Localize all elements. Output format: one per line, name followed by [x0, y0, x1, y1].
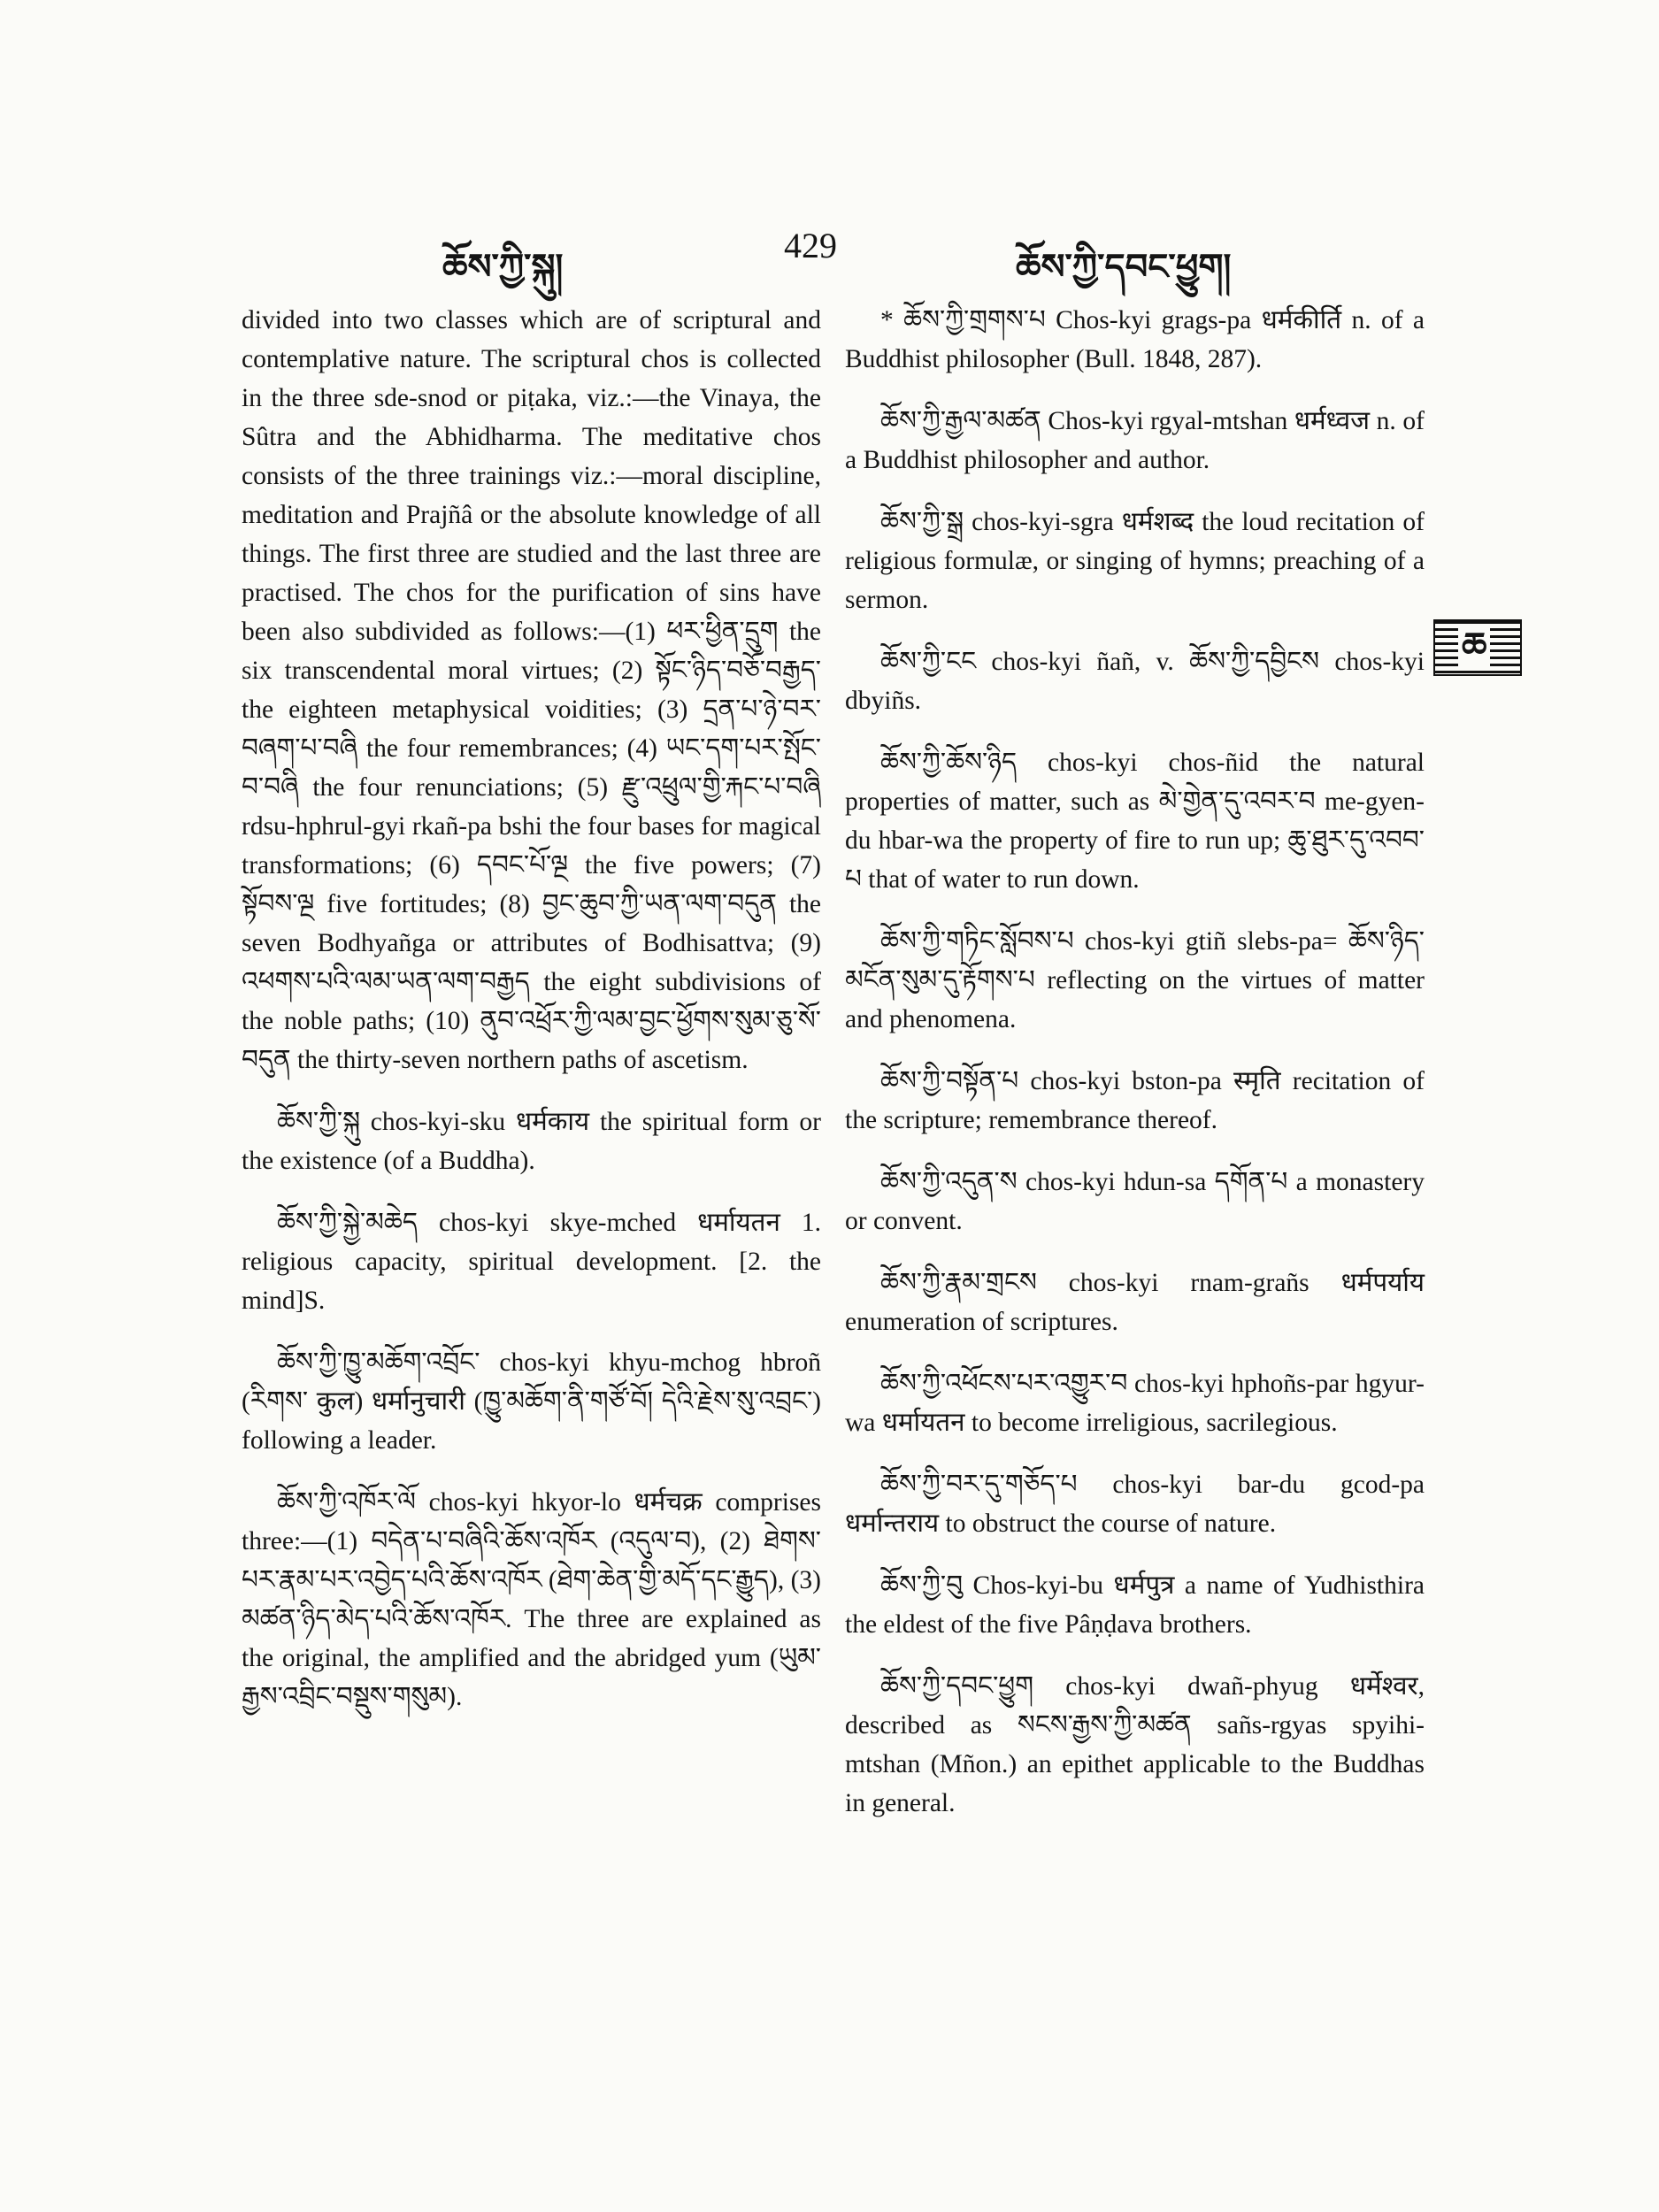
dictionary-entry: ཆོས་ཀྱི་བུ Chos-kyi-bu धर्मपुत्र a name of Yudhisthira the eldest of the five Pâṇḍava brothers.	[845, 1571, 1425, 1639]
dictionary-entry: ཆོས་ཀྱི་དབང་ཕྱུག chos-kyi dwañ-phyug धर्मेश्वर, described as སངས་རྒྱས་ཀྱི་མཚན sañs-rgyas spyihi-mtshan (Mñon.) an epithet applicable to the Buddhas in general.	[845, 1672, 1425, 1817]
dictionary-entry: ཆོས་ཀྱི་སྐྱེ་མཆེད chos-kyi skye-mched धर्मायतन 1. religious capacity, spiritual development. [2. the mind]S.	[242, 1209, 821, 1315]
page-number: 429	[784, 226, 837, 265]
dictionary-entry: ཆོས་ཀྱི་བར་དུ་གཅོད་པ chos-kyi bar-du gcod-pa धर्मान्तराय to obstruct the course of nature.	[845, 1471, 1425, 1538]
dictionary-entry: ཆོས་ཀྱི་ངང chos-kyi ñañ, v. ཆོས་ཀྱི་དབྱིངས chos-kyi dbyiñs.	[845, 648, 1425, 715]
dictionary-entry: ཆོས་ཀྱི་ཆོས་ཉིད chos-kyi chos-ñid the natural properties of matter, such as མེ་གྱེན་དུ་འབར་བ me-gyen-du hbar-wa the property of fire to run up; ཆུ་ཐུར་དུ་འབབ་པ that of water to run down.	[845, 749, 1425, 894]
dictionary-entry: ཆོས་ཀྱི་བསྟོན་པ chos-kyi bston-pa स्मृति recitation of the scripture; remembrance thereof.	[845, 1067, 1425, 1134]
left-guide-word: ཆོས་ཀྱི་སྐུ།	[442, 246, 564, 288]
left-column	[242, 301, 821, 1740]
right-guide-word: ཆོས་ཀྱི་དབང་ཕྱུག།	[1016, 246, 1232, 288]
thumb-index-tab	[1433, 619, 1522, 676]
dictionary-entry: ཆོས་ཀྱི་འདུན་ས chos-kyi hdun-sa དགོན་པ a monastery or convent.	[845, 1168, 1425, 1235]
dictionary-entry: ཆོས་ཀྱི་ཁྱུ་མཆོག་འབྲོང་ chos-kyi khyu-mchog hbroñ (རིགས་ कुल) धर्मानुचारी (ཁྱུ་མཆོག་ནི་གཙོ་བོ། དེའི་རྗེས་སུ་འབྲང་) following a leader.	[242, 1348, 821, 1455]
thumb-index-letter: ཆ	[1458, 625, 1490, 667]
dictionary-entry: ཆོས་ཀྱི་རྒྱལ་མཚན Chos-kyi rgyal-mtshan धर्मध्वज n. of a Buddhist philosopher and author.	[845, 407, 1425, 474]
continued-paragraph: divided into two classes which are of scriptural and contemplative nature. The scriptural chos is collected in the three sde-snod or piṭaka, viz.:—the Vinaya, the Sûtra and the Abhidharma. The meditative chos consists of the three trainings viz.:—moral discipline, meditation and Prajñâ or the absolute knowledge of all things. The first three are studied and the last three are practised. The chos for the purification of sins have been also subdivided as follows:—(1) ཕར་ཕྱིན་དྲུག the six transcendental moral virtues; (2) སྟོང་ཉིད་བཅོ་བརྒྱད་ the eighteen metaphysical voidities; (3) དྲན་པ་ཉེ་བར་བཞག་པ་བཞི the four remembrances; (4) ཡང་དག་པར་སྤོང་བ་བཞི the four renunciations; (5) རྫུ་འཕྲུལ་གྱི་རྐང་པ་བཞི rdsu-hphrul-gyi rkañ-pa bshi the four bases for magical transformations; (6) དབང་པོ་ལྔ the five powers; (7) སྟོབས་ལྔ five fortitudes; (8) བྱང་ཆུབ་ཀྱི་ཡན་ལག་བདུན the seven Bodhyañga or attributes of Bodhisattva; (9) འཕགས་པའི་ལམ་ཡན་ལག་བརྒྱད the eight subdivisions of the noble paths; (10) ནུབ་འཕྲོར་ཀྱི་ལམ་བྱང་ཕྱོགས་སུམ་ཅུ་སོ་བདུན the thirty-seven northern paths of ascetism.	[242, 306, 821, 1074]
dictionary-entry: ཆོས་ཀྱི་སྒྲ chos-kyi-sgra धर्मशब्द the loud recitation of religious formulæ, or singing of hymns; preaching of a sermon.	[845, 508, 1425, 614]
right-column	[845, 301, 1425, 1846]
dictionary-entry: * ཆོས་ཀྱི་གྲགས་པ Chos-kyi grags-pa धर्मकीर्ति n. of a Buddhist philosopher (Bull. 1848, 287).	[845, 306, 1425, 373]
dictionary-entry: ཆོས་ཀྱི་གཏིང་སློབས་པ chos-kyi gtiñ slebs-pa= ཆོས་ཉིད་མངོན་སུམ་དུ་རྟོགས་པ reflecting on the virtues of matter and phenomena.	[845, 927, 1425, 1033]
dictionary-entry: ཆོས་ཀྱི་འཁོར་ལོ chos-kyi hkyor-lo धर्मचक्र comprises three:—(1) བདེན་པ་བཞིའི་ཆོས་འཁོར (འདུལ་བ), (2) ཐེགས་པར་རྣམ་པར་འབྱེད་པའི་ཆོས་འཁོར (ཐེག་ཆེན་གྱི་མདོ་དང་རྒྱུད), (3) མཚན་ཉིད་མེད་པའི་ཆོས་འཁོར. The three are explained as the original, the amplified and the abridged yum (ཡུམ་རྒྱས་འབྲིང་བསྡུས་གསུམ).	[242, 1488, 821, 1711]
dictionary-entry: ཆོས་ཀྱི་རྣམ་གྲངས chos-kyi rnam-grañs धर्मपर्याय enumeration of scriptures.	[845, 1269, 1425, 1336]
dictionary-entry: ཆོས་ཀྱི་འཕོངས་པར་འགྱུར་བ chos-kyi hphoñs-par hgyur-wa धर्मायतन to become irreligious, sacrilegious.	[845, 1370, 1425, 1437]
running-header	[0, 221, 1659, 292]
dictionary-entry: ཆོས་ཀྱི་སྐུ chos-kyi-sku धर्मकाय the spiritual form or the existence (of a Buddha).	[242, 1108, 821, 1175]
